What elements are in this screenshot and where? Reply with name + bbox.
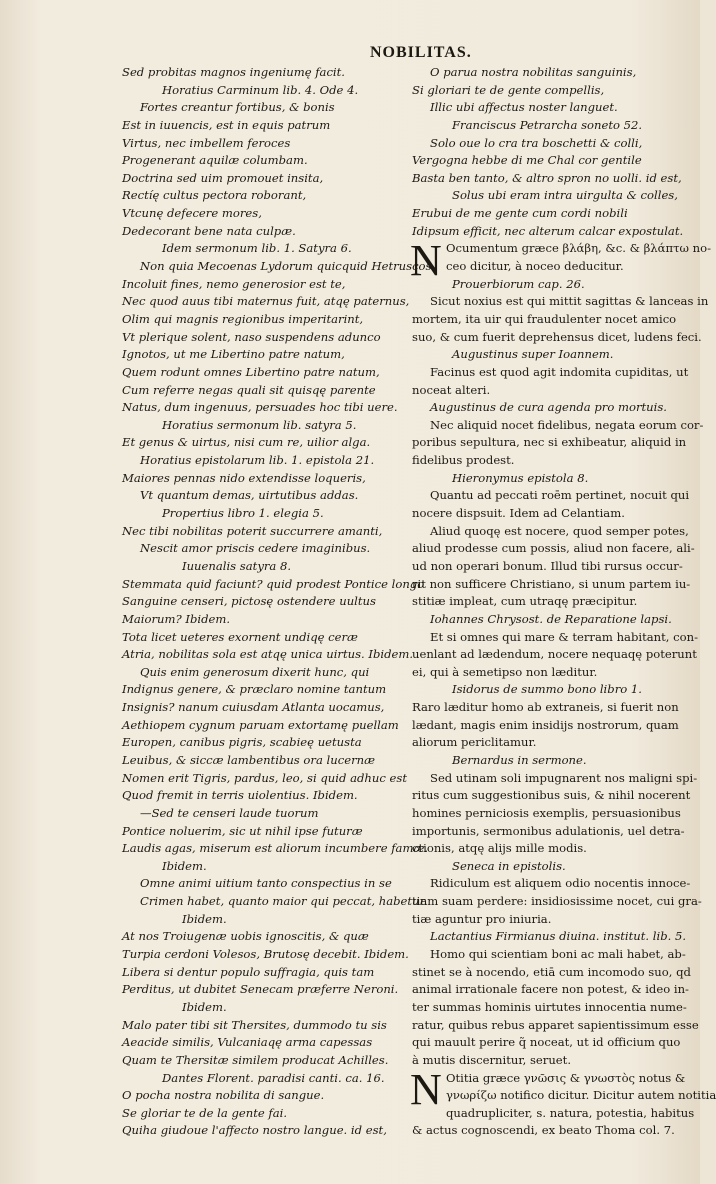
text-line: ter summas hominis uirtutes innocentia nume-	[412, 999, 687, 1014]
text-line: Quis enim generosum dixerit hunc, qui	[140, 664, 370, 679]
text-line: Isidorus de summo bono libro 1.	[452, 682, 642, 697]
text-line: Vtcunę defecere mores,	[122, 206, 262, 221]
text-line: rit non sufficere Christiano, si unum partem iu-	[412, 576, 691, 591]
text-line: fidelibus prodest.	[412, 453, 515, 468]
text-line: γνωρίζω notifico dicitur. Dicitur autem notitia	[446, 1088, 716, 1103]
text-line: Insignis? nanum cuiusdam Atlanta uocamus,	[122, 700, 385, 715]
text-line: Doctrina sed uim promouet insita,	[122, 170, 324, 185]
text-line: Malo pater tibi sit Thersites, dummodo tu sis	[122, 1017, 387, 1032]
text-line: ritus cum suggestionibus suis, & nihil nocerent	[412, 788, 691, 803]
text-line: Quod fremit in terris uiolentius. Ibidem.	[122, 788, 358, 803]
text-line: At nos Troiugenæ uobis ignoscitis, & quæ	[122, 929, 369, 944]
text-line: Sed probitas magnos ingeniumę facit.	[122, 65, 345, 79]
text-line: ceo dicitur, à noceo deducitur.	[446, 259, 624, 274]
text-line: Prouerbiorum cap. 26.	[452, 276, 585, 291]
text-line: Idipsum efficit, nec alterum calcar expostulat.	[412, 223, 684, 238]
text-line: Otitia græce γνῶσις & γνωστὸς notus &	[446, 1070, 686, 1085]
text-line: stitiæ impleat, cum utraqę præcipitur.	[412, 594, 638, 609]
text-line: Aliud quoqę est nocere, quod semper potes,	[430, 523, 689, 538]
text-line: Horatius Carminum lib. 4. Ode 4.	[162, 82, 359, 97]
right-column	[410, 64, 716, 1140]
text-line: Horatius epistolarum lib. 1. epistola 21.	[140, 453, 375, 468]
text-line: ctionis, atqę alijs mille modis.	[412, 841, 587, 856]
text-line: & actus cognoscendi, ex beato Thoma col. 7.	[412, 1123, 675, 1138]
text-line: Atria, nobilitas sola est atqę unica uirtus. Ibidem.	[122, 647, 414, 662]
text-line: Homo qui scientiam boni ac mali habet, ab-	[430, 947, 686, 962]
text-line: Et si omnes qui mare & terram habitant, con-	[430, 629, 698, 644]
text-line: noceat alteri.	[412, 382, 491, 397]
text-line: Nec aliquid nocet fidelibus, negata eorum cor-	[430, 417, 704, 432]
text-line: Si gloriari te de gente compellis,	[412, 82, 605, 97]
text-line: Cum referre negas quali sit quisqę parente	[122, 382, 376, 397]
text-line: suo, & cum fuerit deprehensus dicet, ludens feci.	[412, 329, 702, 344]
text-line: Iohannes Chrysost. de Reparatione lapsi.	[430, 611, 672, 626]
text-line: nocere dispsuit. Idem ad Celantiam.	[412, 506, 625, 521]
text-line: ud non operari bonum. Illud tibi rursus occur-	[412, 558, 683, 573]
text-line: Sicut noxius est qui mittit sagittas & lanceas in	[430, 294, 709, 309]
text-line: Tota licet ueteres exornent undiqę ceræ	[122, 629, 358, 644]
text-line: tiam suam perdere: insidiosissime nocet, cui gra-	[412, 894, 702, 909]
text-line: Ocumentum græce βλάβη, &c. & βλάπτω no-	[446, 241, 711, 256]
text-line: Non quia Mecoenas Lydorum quicquid Hetruscos	[140, 259, 432, 274]
text-line: Ibidem.	[182, 911, 227, 926]
text-line: Europen, canibus pigris, scabieę uetusta	[122, 735, 362, 750]
text-line: Quem rodunt omnes Libertino patre natum,	[122, 364, 380, 379]
text-line: Incoluit fines, nemo generosior est te,	[122, 276, 346, 291]
text-line: Aeacide similis, Vulcaniaqę arma capessas	[122, 1035, 373, 1050]
text-line: Virtus, nec imbellem feroces	[122, 135, 291, 150]
text-line: Et genus & uirtus, nisi cum re, uilior alga.	[122, 435, 371, 450]
text-line: Est in iuuencis, est in equis patrum	[122, 117, 331, 132]
text-line: Lactantius Firmianus diuina. institut. lib. 5.	[430, 929, 687, 944]
text-line: Indignus genere, & præclaro nomine tantum	[122, 682, 387, 697]
text-line: Progenerant aquilæ columbam.	[122, 153, 308, 168]
text-line: aliorum periclitamur.	[412, 735, 537, 750]
running-header: NOBILITAS.	[370, 44, 472, 61]
text-line: Nomen erit Tigris, pardus, leo, si quid adhuc est	[122, 770, 407, 785]
text-line: Dantes Florent. paradisi canti. ca. 16.	[162, 1070, 385, 1085]
text-line: lædant, magis enim insidijs nostrorum, quam	[412, 717, 679, 732]
text-line: Propertius libro 1. elegia 5.	[162, 506, 324, 521]
text-line: Rectíę cultus pectora roborant,	[122, 188, 307, 203]
text-line: Nec quod auus tibi maternus fuit, atqę paternus,	[122, 294, 410, 309]
text-line: Ibidem.	[162, 858, 207, 873]
text-line: Vergogna hebbe di me Chal cor gentile	[412, 153, 642, 168]
text-line: homines perniciosis exemplis, persuasionibus	[412, 805, 681, 820]
text-line: Augustinus de cura agenda pro mortuis.	[430, 400, 667, 415]
text-line: Se gloriar te de la gente fai.	[122, 1105, 288, 1120]
text-line: Nescit amor priscis cedere imaginibus.	[140, 541, 371, 556]
text-line: à mutis discernitur, seruet.	[412, 1052, 572, 1067]
text-line: Basta ben tanto, & altro spron no uolli. id est,	[412, 170, 682, 185]
text-line: ei, qui à semetipso non læditur.	[412, 664, 598, 679]
text-line: Franciscus Petrarcha soneto 52.	[452, 117, 643, 132]
text-line: Aethiopem cygnum paruam extortamę puellam	[122, 717, 399, 732]
text-line: Ridiculum est aliquem odio nocentis innoce-	[430, 876, 691, 891]
text-line: Natus, dum ingenuus, persuades hoc tibi uere.	[122, 400, 398, 415]
text-line: Leuibus, & siccæ lambentibus ora lucernæ	[122, 752, 375, 767]
text-line: Stemmata quid faciunt? quid prodest Pontice longo	[122, 576, 425, 591]
text-line: mortem, ita uir qui fraudulenter nocet amico	[412, 311, 677, 326]
text-line: Vt quantum demas, uirtutibus addas.	[140, 488, 359, 503]
text-line: Ignotos, ut me Libertino patre natum,	[122, 347, 345, 362]
text-line: Quam te Thersitæ similem producat Achilles.	[122, 1052, 389, 1067]
text-line: Facinus est quod agit indomita cupiditas, ut	[430, 364, 689, 379]
text-line: Pontice noluerim, sic ut nihil ipse futuræ	[122, 823, 363, 838]
text-line: Augustinus super Ioannem.	[452, 347, 614, 362]
text-line: Laudis agas, miserum est aliorum incumbere famæ.	[122, 841, 429, 856]
text-line: animal irrationale facere non potest, & ideo in-	[412, 982, 689, 997]
text-line: Bernardus in sermone.	[452, 752, 587, 767]
text-line: Nec tibi nobilitas poterit succurrere amanti,	[122, 523, 383, 538]
text-line: Solus ubi eram intra uirgulta & colles,	[452, 188, 678, 203]
text-line: Fortes creantur fortibus, & bonis	[140, 100, 335, 115]
text-line: Vt plerique solent, naso suspendens adunco	[122, 329, 381, 344]
text-line: uenlant ad lædendum, nocere nequaqę poterunt	[412, 647, 697, 662]
text-line: quadrupliciter, s. natura, potestia, habitus	[446, 1105, 695, 1120]
text-line: stinet se à nocendo, etiā cum incomodo suo, qd	[412, 964, 691, 979]
text-line: tiæ aguntur pro iniuria.	[412, 911, 552, 926]
drop-capital: N	[410, 1065, 442, 1115]
text-line: O pocha nostra nobilita di sangue.	[122, 1088, 325, 1103]
text-line: Sed utinam soli impugnarent nos maligni spi-	[430, 770, 698, 785]
text-line: Olim qui magnis regionibus imperitarint,	[122, 311, 364, 326]
text-line: Omne animi uitium tanto conspectius in se	[140, 876, 392, 891]
text-line: Perditus, ut dubitet Senecam præferre Neroni.	[122, 982, 399, 997]
text-line: poribus sepultura, nec si exhibeatur, aliquid in	[412, 435, 687, 450]
text-line: Horatius sermonum lib. satyra 5.	[162, 417, 357, 432]
text-line: importunis, sermonibus adulationis, uel detra-	[412, 823, 685, 838]
text-line: ratur, quibus rebus apparet sapientissimum esse	[412, 1017, 699, 1032]
text-line: Ibidem.	[182, 999, 227, 1014]
text-line: aliud prodesse cum possis, aliud non facere, ali-	[412, 541, 695, 556]
text-line: Illic ubi affectus noster languet.	[430, 100, 618, 115]
text-line: qui mauult perire q̃ noceat, ut id officium quo	[412, 1035, 681, 1050]
text-line: Seneca in epistolis.	[452, 858, 566, 873]
text-line: —Sed te censeri laude tuorum	[140, 805, 319, 820]
text-line: Crimen habet, quanto maior qui peccat, habetur.	[140, 894, 428, 909]
text-line: Iuuenalis satyra 8.	[182, 558, 292, 573]
text-line: O parua nostra nobilitas sanguinis,	[430, 65, 637, 79]
left-column	[122, 64, 432, 1140]
text-line: Hieronymus epistola 8.	[452, 470, 589, 485]
text-line: Sanguine censeri, pictosę ostendere uultus	[122, 594, 376, 609]
text-line: Erubui de me gente cum cordi nobili	[412, 206, 628, 221]
text-line: Maiores pennas nido extendisse loqueris,	[122, 470, 366, 485]
text-line: Idem sermonum lib. 1. Satyra 6.	[162, 241, 352, 256]
text-line: Maiorum? Ibidem.	[122, 611, 231, 626]
text-line: Quiha giudoue l'affecto nostro langue. id est,	[122, 1123, 387, 1138]
drop-capital: N	[410, 235, 442, 285]
text-line: Raro læditur homo ab extraneis, si fuerit non	[412, 700, 679, 715]
text-line: Quantu ad peccati roēm pertinet, nocuit qui	[430, 488, 690, 503]
text-line: Solo oue lo cra tra boschetti & colli,	[430, 135, 643, 150]
text-line: Turpia cerdoni Volesos, Brutosę decebit. Ibidem.	[122, 947, 409, 962]
text-line: Libera si dentur populo suffragia, quis tam	[122, 964, 375, 979]
text-line: Dedecorant bene nata culpæ.	[122, 223, 296, 238]
